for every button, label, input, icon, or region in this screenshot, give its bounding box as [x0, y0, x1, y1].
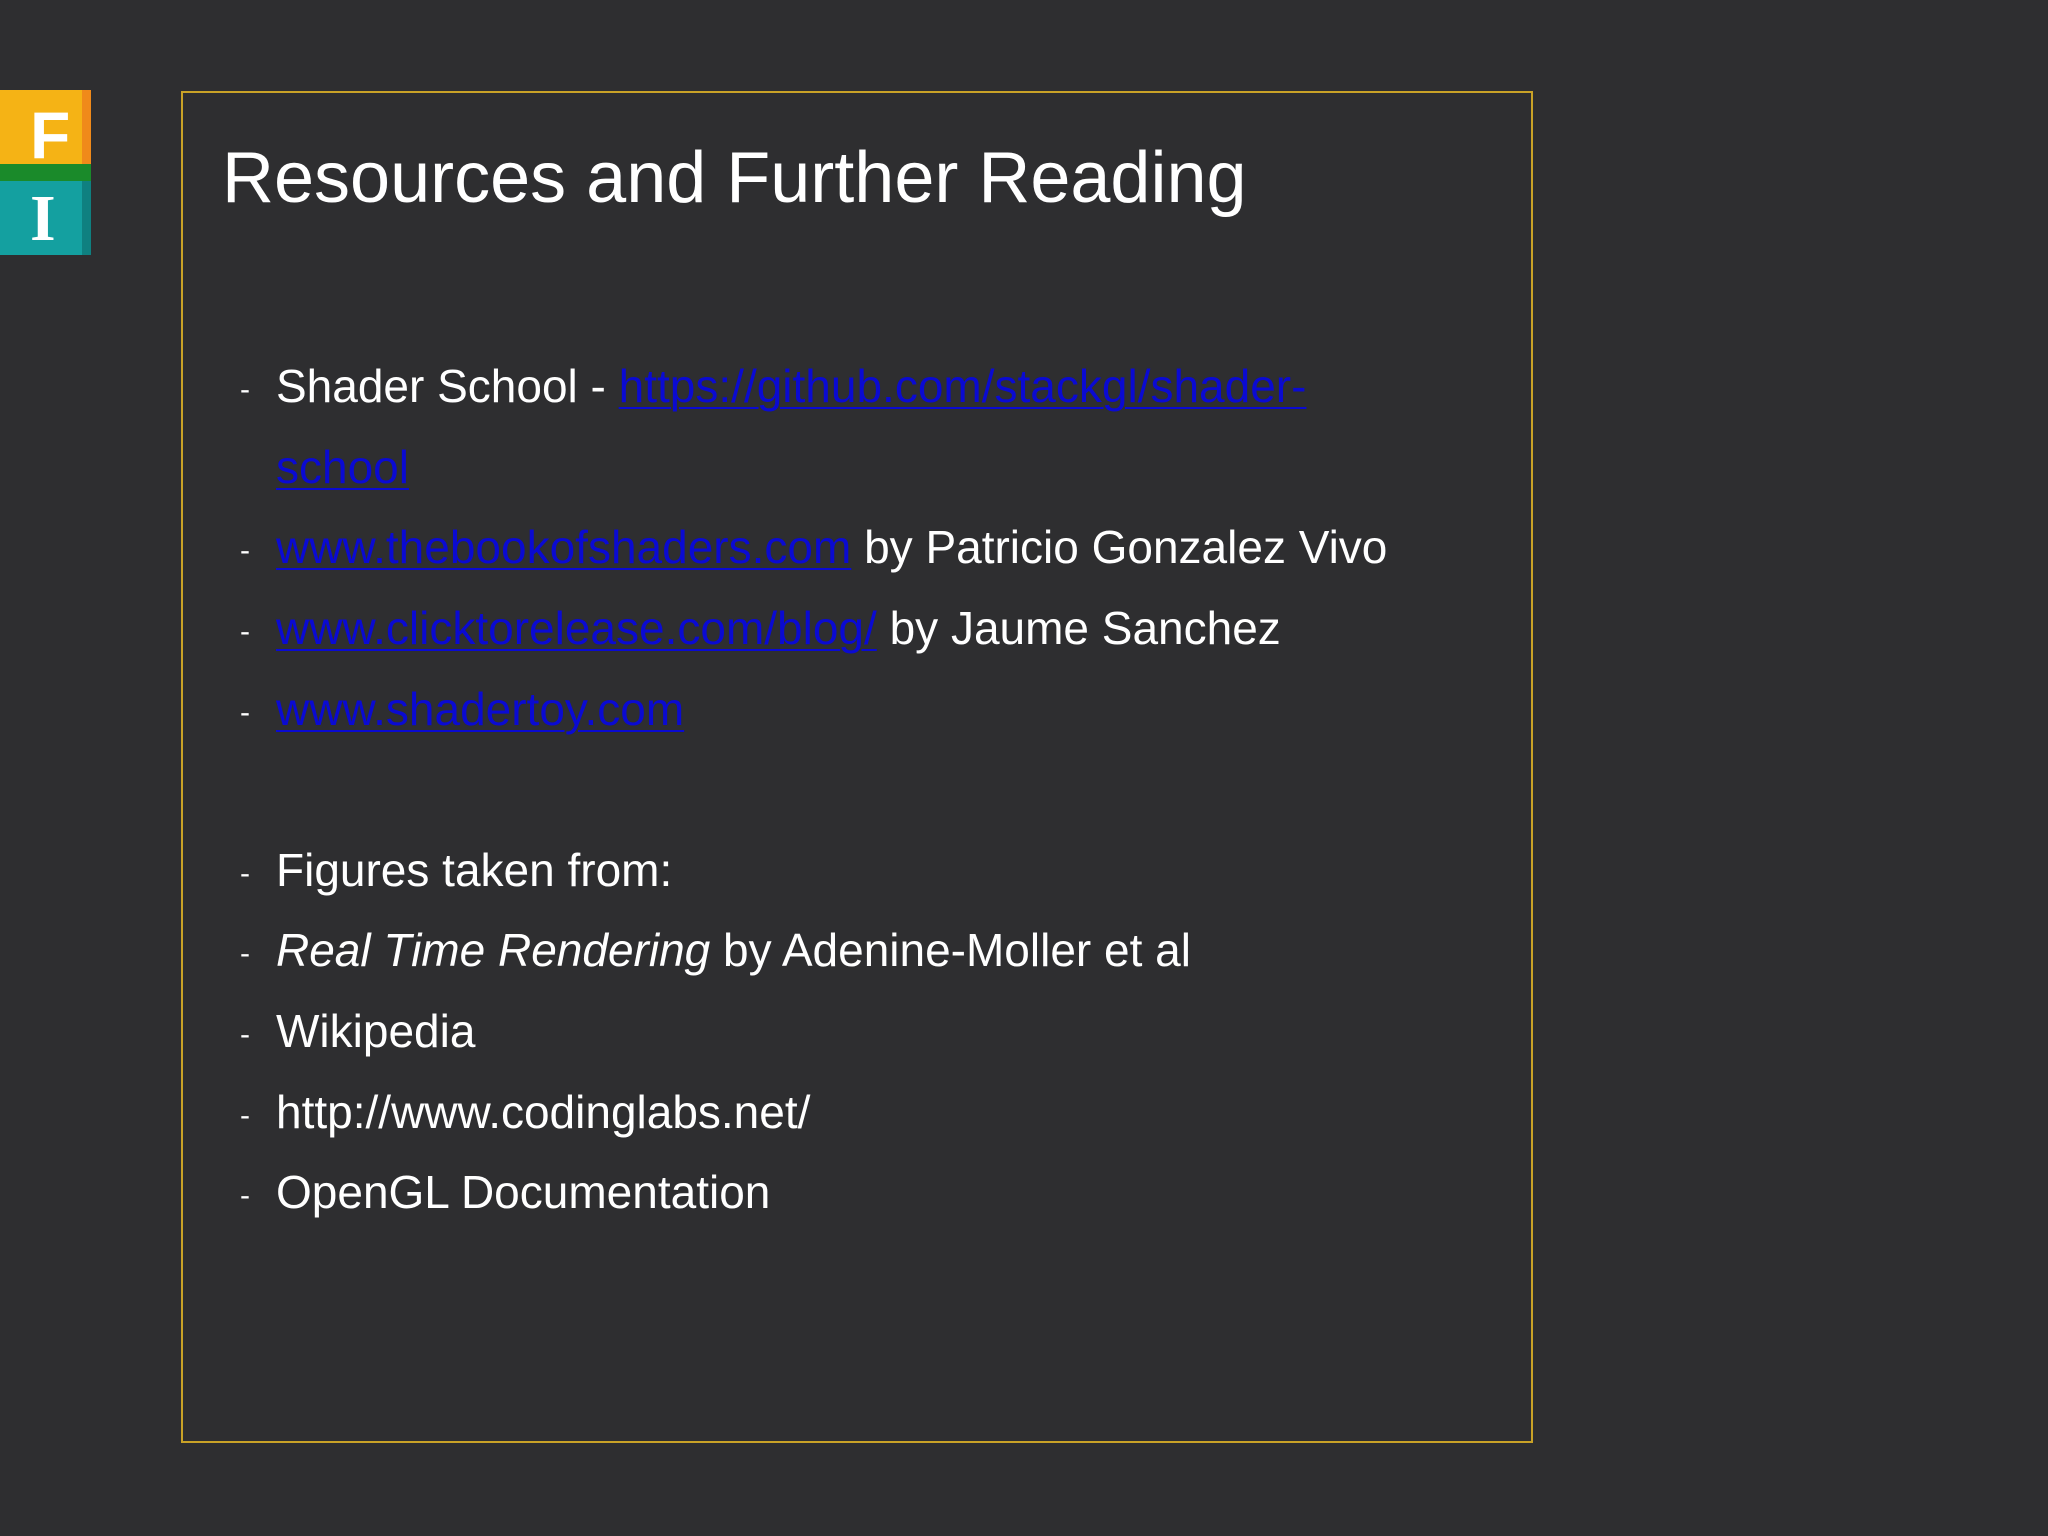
list-item-text: OpenGL Documentation	[276, 1166, 771, 1218]
list-item-text: Figures taken from:	[276, 844, 673, 896]
list-item-text	[276, 679, 684, 739]
fi-logo	[0, 90, 91, 255]
bullet-dash: -	[240, 1018, 250, 1051]
shader-school-link-continued[interactable]: school	[276, 441, 409, 493]
book-authors: by Adenine-Moller et al	[710, 924, 1191, 976]
list-item-text	[276, 920, 1191, 980]
list-item-text: Wikipedia	[276, 1005, 476, 1057]
bullet-dash: -	[240, 696, 250, 729]
clicktorelease-author: by Jaume Sanchez	[876, 602, 1281, 654]
shader-school-link[interactable]: https://github.com/stackgl/shader-	[618, 360, 1307, 412]
logo-letter-f: F	[30, 98, 71, 172]
clicktorelease-link[interactable]: www.clicktorelease.com/blog/	[276, 602, 877, 654]
bullet-dash: -	[240, 937, 250, 970]
book-of-shaders-author: by Patricio Gonzalez Vivo	[851, 521, 1388, 573]
bullet-dash: -	[240, 857, 250, 890]
list-item-text	[276, 598, 1281, 658]
list-item-text	[276, 437, 409, 497]
list-item-text	[276, 517, 1387, 577]
bullet-dash: -	[240, 534, 250, 567]
list-item-text: http://www.codinglabs.net/	[276, 1086, 811, 1138]
slide-title: Resources and Further Reading	[222, 138, 1247, 218]
book-title: Real Time Rendering	[276, 924, 711, 976]
logo-letter-i: I	[30, 182, 56, 255]
bullet-dash: -	[240, 373, 250, 406]
slide-frame	[181, 91, 1533, 1443]
logo-bottom-edge	[82, 181, 91, 255]
logo-top-edge	[82, 90, 91, 164]
shadertoy-link[interactable]: www.shadertoy.com	[276, 683, 685, 735]
bullet-dash: -	[240, 615, 250, 648]
shader-school-label: Shader School -	[276, 360, 619, 412]
bullet-dash: -	[240, 1179, 250, 1212]
book-of-shaders-link[interactable]: www.thebookofshaders.com	[276, 521, 852, 573]
list-item-text	[276, 356, 1306, 416]
bullet-dash: -	[240, 1099, 250, 1132]
